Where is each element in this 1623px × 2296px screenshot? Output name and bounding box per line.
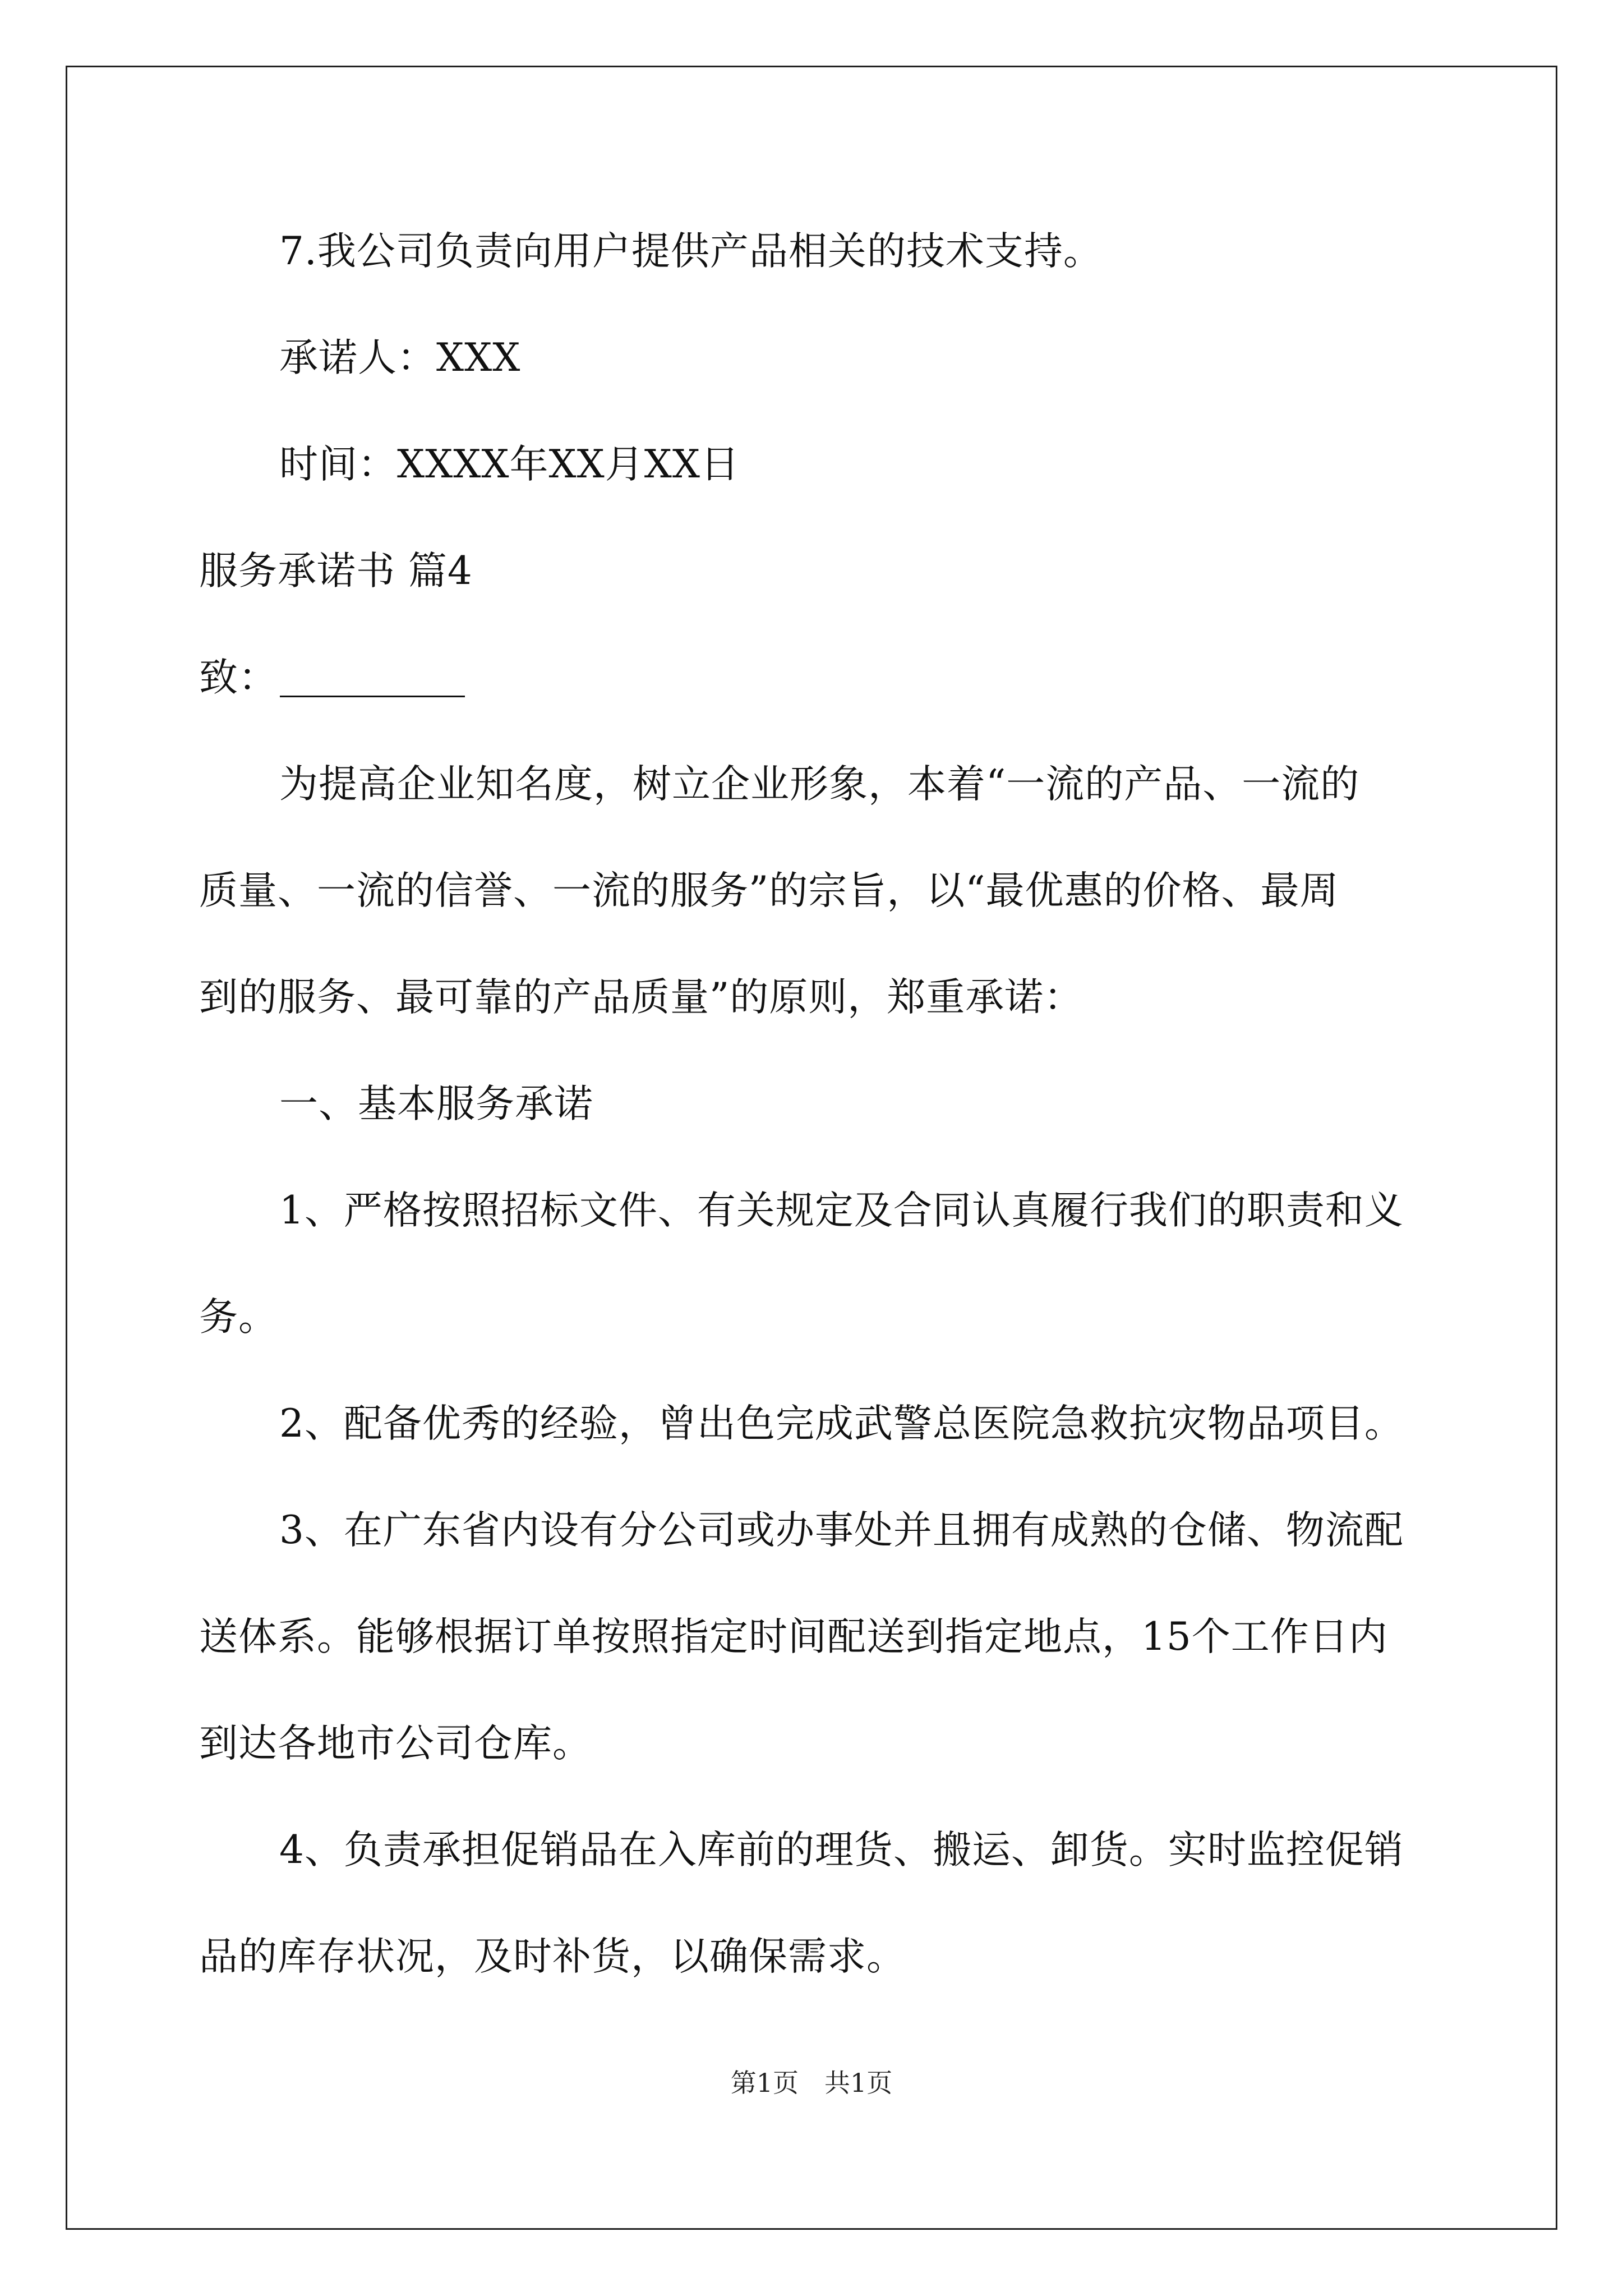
item-3-line-2: 送体系。能够根据订单按照指定时间配送到指定地点，15个工作日内 xyxy=(199,1614,1388,1659)
page-border xyxy=(66,66,1557,2230)
item-1-line-2: 务。 xyxy=(199,1295,278,1340)
item-7-text: 7.我公司负责向用户提供产品相关的技术支持。 xyxy=(279,229,1103,274)
addressee-blank xyxy=(280,661,465,697)
item-2-text: 2、配备优秀的经验，曾出色完成武警总医院急救抗灾物品项目。 xyxy=(279,1401,1404,1446)
item-3-line-3: 到达各地市公司仓库。 xyxy=(199,1721,592,1766)
intro-paragraph-line-1: 为提高企业知名度，树立企业形象，本着“一流的产品、一流的 xyxy=(279,762,1360,807)
item-1-line-1: 1、严格按照招标文件、有关规定及合同认真履行我们的职责和义 xyxy=(279,1188,1404,1233)
intro-paragraph-line-2: 质量、一流的信誉、一流的服务”的宗旨，以“最优惠的价格、最周 xyxy=(199,868,1339,913)
item-3-line-1: 3、在广东省内设有分公司或办事处并且拥有成熟的仓储、物流配 xyxy=(279,1508,1404,1553)
item-4-line-2: 品的库存状况，及时补货，以确保需求。 xyxy=(199,1934,906,1979)
section-heading: 服务承诺书 篇4 xyxy=(199,549,473,593)
date-line: 时间：XXXX年XX月XX日 xyxy=(279,442,740,487)
promisor-line: 承诺人：XXX xyxy=(279,335,521,380)
intro-paragraph-line-3: 到的服务、最可靠的产品质量”的原则，郑重承诺： xyxy=(199,975,1083,1020)
addressee-label: 致： xyxy=(199,655,278,700)
page-footer: 第1页 共1页 xyxy=(730,2068,893,2098)
addressee-line xyxy=(199,655,465,700)
item-4-line-1: 4、负责承担促销品在入库前的理货、搬运、卸货。实时监控促销 xyxy=(279,1828,1404,1872)
basic-commitment-heading: 一、基本服务承诺 xyxy=(279,1082,593,1126)
